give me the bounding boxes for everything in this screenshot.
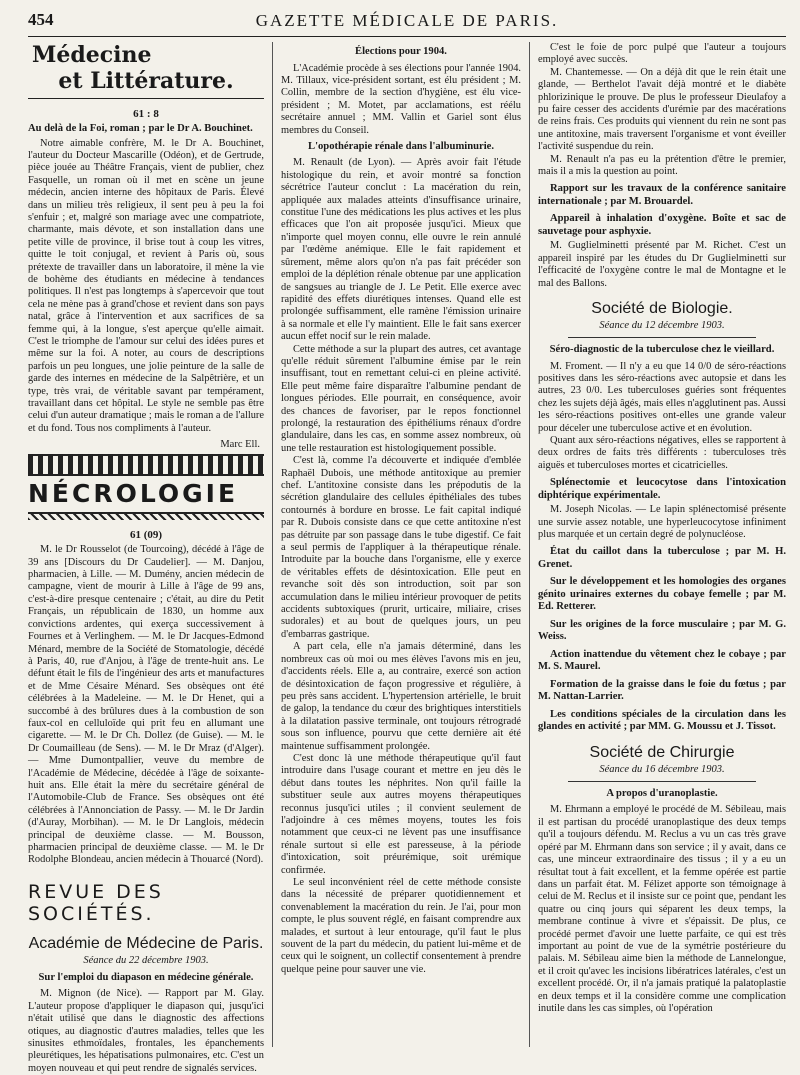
opotherapie-paragraph: C'est là, comme l'a découverte et indiquée d'emblée Raphaël Dubois, une méthode antitoxique au premier chef. L'antitoxine consiste dans les prépodutis de la sécrétion glandulaire des cellules épithéliales des tubes contournés à bordure en brosse. Le fait capital indiqué par R. Dubois consiste dans ce que cette antitoxine n'est pas détruite par son passage dans le tube digestif. Ce fait a seul permis de l'appliquer à la thérapeutique rénale. Introduite par la bouche dans l'organisme, elle y exerce de véritables effets de désintoxication. Elle peut en revanche soit dès son introduction, soit par son accumulation dans le milieu intérieur provoquer de petits accidents subtoxiques (prurit, urticaire, miliaire, crises sudorales) et au bout de quelques jours, un peu d'embarras gastrique.	[281, 455, 521, 640]
opotherapie-title: L'opothérapie rénale dans l'albuminurie.	[308, 140, 494, 152]
elections-title: Élections pour 1904.	[355, 46, 447, 57]
opotherapie-paragraph: C'est donc là une méthode thérapeutique qu'il faut introduire dans l'usage courant et mettre en jeu dès le début dans toutes les néphrites. Non qu'il faille la substituer seule aux autres moyens thérapeutiques reconnus jusqu'ici utiles ; il convient seulement de l'adjoindre à ces mêmes moyens, toutes les fois notamment que ceux-ci ne lèvent pas une insuffisance rénale surtout si elle est paresseuse, à la période d'intoxication, soit préurémique, soit urémique confirmée.	[281, 752, 521, 876]
biologie-title: Société de Biologie.	[591, 300, 733, 318]
columns	[28, 42, 787, 1074]
academie-seance: Séance du 22 décembre 1903.	[83, 954, 209, 966]
sero-paragraph: Quant aux séro-réactions négatives, elles se rapportent à deux ordres de faits très différents : tuberculoses très aiguës et tuberculoses mortes et cicatricielles.	[538, 435, 786, 471]
vetement-item: Action inattendue du vêtement chez le cobaye ; par M. S. Maurel.	[538, 648, 786, 673]
continued-paragraph: C'est le foie de porc pulpé que l'auteur a toujours employé avec succès.	[538, 42, 786, 66]
splenectomie-title: Splénectomie et leucocytose dans l'intoxication diphtérique expérimentale.	[538, 477, 786, 501]
oxygene-body: M. Guglielminetti présenté par M. Richet. C'est un appareil inspiré par les études du Dr Guglielminetti sur l'efficacité de l'oxygène contre le mal de Montagne et le mal des Ballons.	[538, 240, 786, 289]
splenectomie-body: M. Joseph Nicolas. — Le lapin splénectomisé présente une survie assez notable, une hyperleucocytose infiniment plus marquée et un certain degré de polynucléose.	[538, 504, 786, 541]
force-item: Sur les origines de la force musculaire ; par M. G. Weiss.	[538, 618, 786, 643]
elections-body: L'Académie procède à ses élections pour l'année 1904. M. Tillaux, vice-président sortant, est élu président ; M. Collin, membre de la section d'hygiène, est élu vice-président ; M. Motet, par acclamations, est réélu secrétaire annuel ; MM. Vallin et Gariel sont élus membres du Conseil.	[281, 62, 521, 136]
journal-title: GAZETTE MÉDICALE DE PARIS.	[255, 11, 559, 30]
ornament-rule	[28, 512, 264, 520]
page-header	[28, 6, 786, 37]
opotherapie-paragraph: Cette méthode a sur la plupart des autres, cet avantage qu'elle réduit sûrement l'albumine émise par le rein insuffisant, tout en remettant celui-ci en pleine activité. Elle peut même faire disparaître l'albumine pendant de longues périodes. Elle pourrait, en conséquence, avoir des chances de favoriser, par le repos fonctionnel prolongé, la restauration des épithéliums rénaux d'ordre glandulaire, dans les cas, en somme assez nombreux, où une telle restauration est histologiquement possible.	[281, 343, 521, 454]
divider	[568, 781, 756, 782]
column-1	[28, 42, 272, 1074]
necrology-body: M. le Dr Rousselot (de Tourcoing), décédé à l'âge de 39 ans [Discours du Dr Caudelier]. — M. Danjou, pharmacien, à Lille. — M. Dumény, ancien médecin de campagne, vient de mourir à Lille à l'âge de 99 ans, c'est-à-dire presque centenaire ; c'était, au dire du Petit Français, un républicain de 1830, un homme aux convictions ardentes, qui exerça successivement à Fournes et à Verlinghem. — M. le Dr Jacques-Edmond Ménard, membre de la Société de Stomatologie, décédé à Paris, 40, rue d'Anjou, à l'âge de trente-huit ans. Le défunt était le fils de l'ingénieur des arts et manufactures et de Mme Césaire Ménard. Ses obsèques ont été célébrées à la Madeleine. — M. le Dr Henet, qui a succombé à des brûlures dues à la combustion de son faux-col en celluloïde qui prit feu en allumant une cigarette. — M. le Dr Ch. Dollez (de Guise). — M. le Dr Coumailleau (de Sens). — M. le Dr Mraz (d'Alger). — Mme Dumontpallier, veuve du membre de l'Académie de Médecine, décédée à l'âge de soixante-huit ans. Elle était la mère du secrétaire général de l'Automobile-Club de France. Ses obsèques ont été célébrées à l'Annonciation de Passy. — M. le Dr Jardin (d'Auray, Morbihan). — M. le Dr Langlois, médecin principal de deuxième classe. — M. Bousson, pharmacien principal de deuxième classe. — M. le Dr Rodolphe Blondeau, ancien médecin à Thouarcé (Nord).	[28, 544, 264, 866]
revue-title: REVUE DES SOCIÉTÉS.	[28, 880, 164, 925]
sero-paragraph: M. Froment. — Il n'y a eu que 14 0/0 de séro-réactions positives dans les séro-réactions avec autopsie et dans les autres, 23 0/0. Les tuberculoses guéries sont fréquentes chez les sujets déjà âgés, mais elles n'agglutinent pas. Aussi les séro-réactions positives ont-elles une grande valeur pour déceler une tuberculose active et en évolution.	[538, 360, 787, 434]
oxygene-title: Appareil à inhalation d'oxygène. Boîte et sac de sauvetage pour asphyxie.	[538, 213, 786, 237]
diapason-title: Sur l'emploi du diapason en médecine générale.	[38, 971, 254, 983]
divider	[568, 337, 756, 338]
article-title: Au delà de la Foi, roman ; par le Dr A. Bouchinet.	[28, 123, 253, 134]
conference-title: Rapport sur les travaux de la conférence sanitaire internationale ; par M. Brouardel.	[538, 183, 786, 207]
section-title-litterature: et Littérature.	[28, 68, 264, 99]
sero-title: Séro-diagnostic de la tuberculose chez le vieillard.	[549, 344, 775, 356]
opotherapie-paragraph: Le seul inconvénient réel de cette méthode consiste dans la nécessité de préparer quotidiennement et convenablement la macération du rein. Je l'ai, pour mon compte, le plus souvent réglé, en faisant comprendre aux malades, et surtout à leur entourage, qu'il faut le plus souvent de la part du médecin, du patient lui-même et de ceux qui le soignent, un collectif consentement à prendre quelque peine pour sauver une vie.	[281, 877, 521, 975]
academie-title: Académie de Médecine de Paris.	[28, 934, 264, 952]
continued-paragraph: M. Renault n'a pas eu la prétention d'être le premier, mais il a mis la question au point.	[538, 153, 786, 178]
opotherapie-paragraph: M. Renault (de Lyon). — Après avoir fait l'étude histologique du rein, et avoir montré sa fonction sécrétrice l'auteur conclut : La macération du rein, appliquée aux malades atteints d'insuffisance urinaire, constitue l'une des médications les plus actives et les plus efficaces que l'on ait proposée jusqu'ici. Mieux que n'importe quel moyen connu, elle ouvre le rein annulé par l'œdème anémique. Elle le fait rapidement et sûrement, même alors qu'on n'a pas fait précéder son emploi de la déplétion rénale obtenue par une application de sangsues au triangle de J. Le Petit. Elle exerce avec rapidité des effets diurétiques intenses. Quand elle est prolongée suffisamment, elle ramène l'émission urinaire à sa normale et elle l'y maintient. Elle le fait sans exercer aucun effet nocif sur le rein malade.	[281, 157, 521, 343]
chirurgie-title: Société de Chirurgie	[589, 743, 735, 761]
necrology-number: 61 (09)	[129, 529, 163, 542]
article-number: 61 : 8	[133, 108, 159, 120]
section-title-medecine: Médecine	[32, 42, 152, 68]
column-2	[272, 42, 530, 1047]
biologie-seance: Séance du 12 décembre 1903.	[599, 320, 725, 332]
article-body: Notre aimable confrère, M. le Dr A. Bouchinet, l'auteur du Docteur Mascarille (Odéon), et de Gertrude, pièce jouée au Théâtre Français, vient de publier, chez Fasquelle, un roman où il met en scène un jeune médecin, ancien interne des hôpitaux de Paris. Élevé dans un milieu très religieux, il sent peu à peu la foi s'enfuir ; et, malgré son mariage avec une compatriote, charmante, mais dévote, et son installation dans une petite ville de province, il brise tout à coup les vitres, quitte le toit conjugal, et revient à Paris où, sous prétexte de travailler dans un laboratoire, il mène la vie de bohème des étudiants en médecine à tendances politiques. Il n'est pas longtemps à s'apercevoir que tout cela ne mène pas à grand'chose et revient dans son pays natal, grâce à l'intervention et aux sacrifices de sa femme qui, à la longue, s'est aperçue qu'elle aimait. C'est le triomphe de l'amour sur celui des idées pures et même sur la foi. A noter, au cours de descriptions parfois un peu longues, une jolie peinture de la salle de garde des internes en médecine de la Salpêtrière, et un type, très vrai, de véritable savant par tempérament, travaillant dans cet hôpital. Le style ne semble pas être celui d'un auteur dramatique ; mais le roman a de l'allure et du fond. Tous nos compliments à l'auteur.	[28, 137, 264, 434]
graisse-item: Formation de la graisse dans le foie du fœtus ; par M. Nattan-Larrier.	[538, 678, 786, 703]
page-number: 454	[28, 10, 54, 29]
caillot-item: État du caillot dans la tuberculose ; par M. H. Grenet.	[538, 546, 786, 570]
organes-item: Sur le développement et les homologies des organes génito urinaires externes du cobaye femelle ; par M. Ed. Retterer.	[538, 576, 786, 613]
signature: Marc Ell.	[220, 439, 260, 451]
uranoplastie-body: M. Ehrmann a employé le procédé de M. Sébileau, mais il est partisan du procédé uranoplastique des deux temps qu'il a toujours défendu. M. Reclus a vu un cas très grave opéré par M. Ehrmann dans son service ; il y avait, dans ce cas, une minceur extraordinaire des tissus ; il y a eu un résultat tout à fait excellent, et la femme opérée est partie dans un parfait état. M. Félizet apporte son témoignage à celui de M. Reclus et il insiste sur ce point que, pendant les quatre ou cinq jours qui séparent les deux temps, la membrane continue à vivre et s'épaissit. De plus, ce procédé permet d'avoir une luette parfaite, ce qui est très important au point de vue de la symétrie postérieure du palais. M. Sébileau aime bien la méthode de Lannelongue, et il croit qu'avec les incisions libératrices latérales, c'est un excellent procédé. Or, il n'a jamais pratiqué la palatoplastie en deux temps et il la considère comme une complication inutile dans les cas simples, où l'opération	[538, 804, 786, 1014]
uranoplastie-title: A propos d'uranoplastie.	[606, 787, 718, 799]
opotherapie-paragraph: A part cela, elle n'a jamais déterminé, dans les nombreux cas où moi ou mes élèves l'avons mis en jeu, d'accidents réels. Elle a, au contraire, exercé son action de désintoxication de façon progressive et régulière, à peu près sans accident. L'hypertension artérielle, le bruit de galop, la tendance du cœur des brightiques interstitiels à la dilatation passive terminale, ont toujours rétrogradé sous son influence, pourvu que cette dernière ait été maintenue suffisamment prolongée.	[281, 641, 521, 752]
ornament-divider	[28, 454, 264, 476]
chirurgie-seance: Séance du 16 décembre 1903.	[599, 763, 725, 775]
diapason-body: M. Mignon (de Nice). — Rapport par M. Glay. L'auteur propose d'appliquer le diapason qui, jusqu'ici n'était utilisé que dans le diagnostic des affections otiques, au diagnostic d'autres maladies, telles que les sinusites ethmoïdales, frontales, les épanchements pleurétiques, les hépatisations pulmonaires, etc. C'est un moyen nouveau et qui peut rendre de signalés services.	[28, 988, 264, 1074]
column-3	[530, 42, 786, 1047]
circulation-item: Les conditions spéciales de la circulation dans les glandes en activité ; par MM. G. Moussu et J. Tissot.	[538, 708, 786, 733]
continued-paragraph: M. Chantemesse. — On a déjà dit que le rein était une glande, — Berthelot l'avait déjà montré et le diabète phlorizinique le prouve. De plus le professeur Dieulafoy a pu faire cesser des accidents d'urémie par des macérations de reins frais. Ces produits qui viennent du rein ne sont pas une antitoxine, mais traversent l'organisme et vont éveiller l'activité suspendue du rein.	[538, 66, 786, 153]
necrology-title: NÉCROLOGIE	[28, 479, 239, 509]
